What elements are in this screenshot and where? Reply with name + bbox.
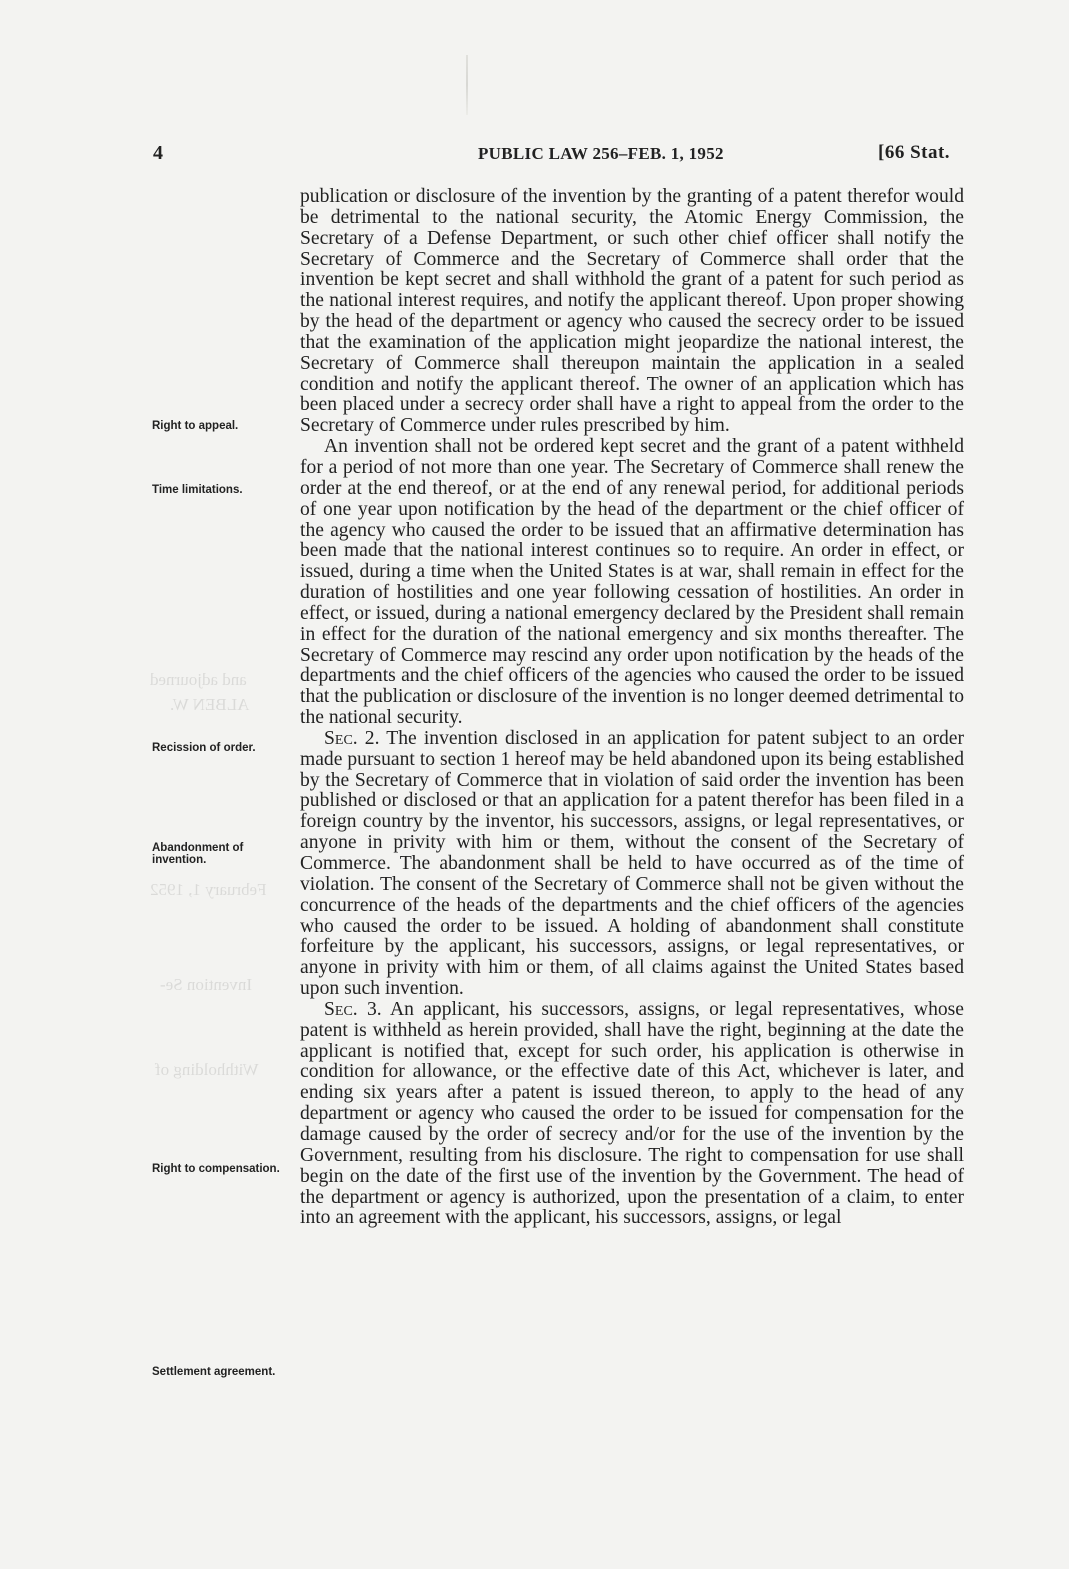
section-2-label: Sec. 2. [324, 727, 380, 749]
statute-reference: [66 Stat. [878, 142, 951, 163]
margin-note-recission-of-order: Recission of order. [152, 742, 256, 754]
paragraph-section-3 [300, 1000, 964, 1229]
bleed-through-text: Invention Se- [160, 975, 253, 994]
paper-crease [466, 55, 468, 115]
paragraph-time-limitations: An invention shall not be ordered kept secret and the grant of a patent withheld for a period of not more than one year. The Secretary of Commerce shall renew the order at the end thereof, or at the end of any renewal period, for additional periods of one year upon notification by the head of the department or the chief officer of the agency who caused the order to be issued that an affirmative determination has been made that the national interest continues so to require. An order in effect, or issued, during a time when the United States is at war, shall remain in effect for the duration of hostilities and one year following cessation of hostilities. An order in effect, or issued, during a national emergency declared by the President shall remain in effect for the duration of the national emergency and six months thereafter. The Secretary of Commerce may rescind any order upon notification by the heads of the departments and the chief officers of the agencies who caused the order to be issued that the publication or disclosure of the invention is no longer deemed detrimental to the national security. [300, 436, 964, 729]
bleed-through-text: Withholding of [155, 1060, 259, 1079]
paragraph-section-2 [300, 729, 964, 1000]
margin-note-time-limitations: Time limitations. [152, 484, 243, 496]
page-number: 4 [153, 142, 163, 164]
margin-note-right-to-compensation: Right to compensation. [152, 1163, 280, 1175]
section-2-text: The invention disclosed in an application for patent subject to an order made pursuant to section 1 hereof may be held abandoned upon its being established by the Secretary of Commerce that in violation of said order the invention has been published or disclosed or that an application for a patent therefor has been filed in a foreign country by the inventor, his successors, assigns, or legal representatives, or anyone in privity with him or them, without the consent of the Secretary of Commerce. The abandonment shall be held to have occurred as of the time of violation. The consent of the Secretary of Commerce shall not be given without the concurrence of the heads of the departments and the chief officers of the agencies who caused the order to be issued. A holding of abandonment shall constitute forfeiture by the applicant, his successors, assigns, or legal representatives, or anyone in privity with him or them, of all claims against the United States based upon such invention. [300, 727, 964, 1000]
page-header [0, 142, 1069, 170]
margin-note-settlement-agreement: Settlement agreement. [152, 1366, 276, 1378]
bleed-through-text: February 1, 1952 [150, 880, 267, 899]
statute-body [300, 187, 964, 1229]
bleed-through-text: ALBEN W. [170, 695, 250, 714]
running-title: PUBLIC LAW 256–FEB. 1, 1952 [478, 144, 724, 163]
section-3-label: Sec. 3. [324, 998, 382, 1020]
paragraph-secrecy-order: publication or disclosure of the invention by the granting of a patent therefor would be detrimental to the national security, the Atomic Energy Commission, the Secretary of a Defense Department, or such other chief officer shall notify the Secretary of Commerce and the Secretary of Commerce shall order that the invention be kept secret and shall withhold the grant of a patent for such period as the national interest requires, and notify the applicant thereof. Upon proper showing by the head of the department or agency who caused the secrecy order to be issued that the examination of the application might jeopardize the national interest, the Secretary of Commerce shall thereupon maintain the application in a sealed condition and notify the applicant thereof. The owner of an application which has been placed under a secrecy order shall have a right to appeal from the order to the Secretary of Commerce under rules prescribed by him. [300, 186, 964, 437]
section-3-text: An applicant, his successors, assigns, or legal representatives, whose patent is withheld as herein provided, shall have the right, beginning at the date the applicant is notified that, except for such order, his application is otherwise in condition for allowance, or the effective date of this Act, whichever is later, and ending six years after a patent is issued thereon, to apply to the head of any department or agency who caused the order to be issued for compensation for the damage caused by the order of secrecy and/or for the use of the invention by the Government, resulting from his disclosure. The right to compensation for use shall begin on the date of the first use of the invention by the Government. The head of the department or agency is authorized, upon the presentation of a claim, to enter into an agreement with the applicant, his successors, assigns, or legal [300, 998, 964, 1229]
margin-note-abandonment-of-invention: Abandonment of invention. [152, 842, 244, 866]
bleed-through-text: and adjourned [150, 670, 247, 689]
margin-note-right-to-appeal: Right to appeal. [152, 420, 239, 432]
